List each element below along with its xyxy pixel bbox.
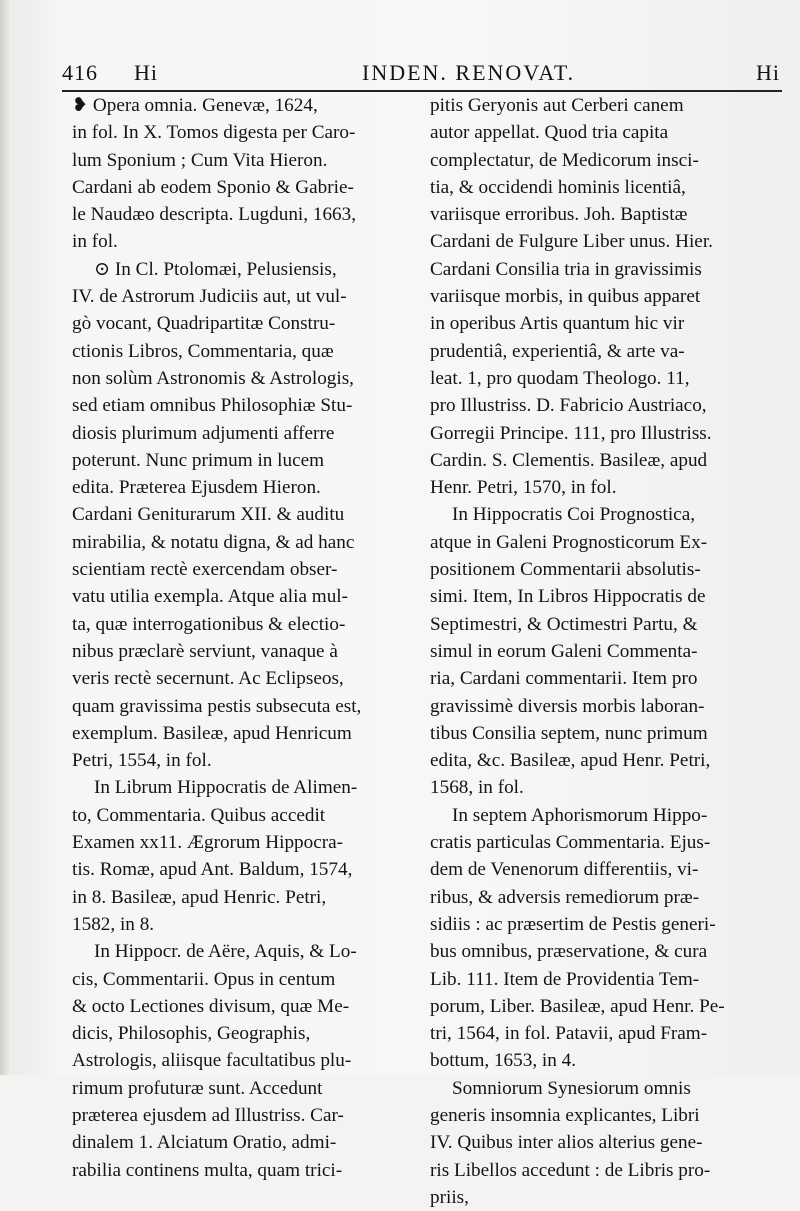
text-line: Petri, 1554, in fol.: [72, 750, 212, 772]
text-line: exemplum. Basileæ, apud Henricum: [72, 722, 352, 744]
text-line: edita, &c. Basileæ, apud Henr. Petri,: [430, 750, 711, 772]
text-line: priis,: [430, 1186, 469, 1208]
text-line: in fol. In X. Tomos digesta per Caro-: [72, 122, 356, 144]
text-line: vatu utilia exempla. Atque alia mul-: [72, 586, 349, 608]
text-line: cis, Commentarii. Opus in centum: [72, 968, 336, 990]
text-line: dem de Venenorum differentiis, vi-: [430, 859, 699, 881]
text-line: in 8. Basileæ, apud Henric. Petri,: [72, 886, 327, 908]
text-line: sed etiam omnibus Philosophiæ Stu-: [72, 395, 353, 417]
text-line: autor appellat. Quod tria capita: [430, 122, 669, 144]
text-line: Septimestri, & Octimestri Partu, &: [430, 613, 698, 635]
text-line: In Hippocratis Coi Prognostica,: [452, 504, 696, 526]
text-line: IV. de Astrorum Judiciis aut, ut vul-: [72, 286, 347, 308]
running-header: [62, 58, 782, 88]
page-number: 416: [62, 60, 98, 85]
text-line: lum Sponium ; Cum Vita Hieron.: [72, 149, 328, 171]
text-line: tia, & occidendi hominis licentiâ,: [430, 176, 686, 198]
text-line: mirabilia, & notatu digna, & ad hanc: [72, 531, 355, 553]
text-line: præterea ejusdem ad Illustriss. Car-: [72, 1104, 344, 1126]
text-line: simi. Item, In Libros Hippocratis de: [430, 586, 706, 608]
text-line: ribus, & adversis remediorum præ-: [430, 886, 700, 908]
text-line: complectatur, de Medicorum insci-: [430, 149, 699, 171]
text-line: In Hippocr. de Aëre, Aquis, & Lo-: [94, 941, 357, 963]
text-line: rabilia continens multa, quam trici-: [72, 1159, 343, 1181]
text-line: gò vocant, Quadripartitæ Constru-: [72, 313, 336, 335]
text-line: Cardani Geniturarum XII. & auditu: [72, 504, 345, 526]
text-line: Astrologis, aliisque facultatibus plu-: [72, 1050, 352, 1072]
text-line: & octo Lectiones divisum, quæ Me-: [72, 995, 350, 1017]
text-line: 1568, in fol.: [430, 777, 524, 799]
text-line: ctionis Libros, Commentaria, quæ: [72, 340, 334, 362]
heading-right: Hi: [756, 60, 780, 85]
text-line: edita. Præterea Ejusdem Hieron.: [72, 477, 321, 499]
page-gutter-shadow: [0, 0, 12, 1075]
text-line: diosis plurimum adjumenti afferre: [72, 422, 335, 444]
text-line: Cardin. S. Clementis. Basileæ, apud: [430, 449, 708, 471]
text-line: In septem Aphorismorum Hippo-: [452, 804, 708, 826]
heading-left: Hi: [134, 60, 158, 85]
text-line: tri, 1564, in fol. Patavii, apud Fram-: [430, 1023, 708, 1045]
text-line: positionem Commentarii absolutis-: [430, 559, 701, 581]
text-line: bottum, 1653, in 4.: [430, 1050, 577, 1072]
running-title: INDEN. RENOVAT.: [362, 60, 576, 85]
text-line: variisque morbis, in quibus apparet: [430, 286, 701, 308]
text-line: pitis Geryonis aut Cerberi canem: [430, 95, 684, 116]
text-line: prudentiâ, experientiâ, & arte va-: [430, 340, 685, 362]
text-line: gravissimè diversis morbis laboran-: [430, 695, 705, 717]
text-line: tis. Romæ, apud Ant. Baldum, 1574,: [72, 859, 353, 881]
text-line: ❥ Opera omnia. Genevæ, 1624,: [72, 95, 318, 116]
text-line: ta, quæ interrogationibus & electio-: [72, 613, 346, 635]
text-line: in fol.: [72, 231, 118, 253]
text-line: variisque erroribus. Joh. Baptistæ: [430, 204, 688, 226]
text-line: bus omnibus, præservatione, & cura: [430, 941, 708, 963]
text-line: le Naudæo descripta. Lugduni, 1663,: [72, 204, 357, 226]
text-line: Somniorum Synesiorum omnis: [452, 1077, 691, 1099]
text-line: IV. Quibus inter alios alterius gene-: [430, 1132, 703, 1154]
left-text-column: [72, 92, 420, 1184]
text-line: non solùm Astronomis & Astrologis,: [72, 367, 354, 389]
text-line: cratis particulas Commentaria. Ejus-: [430, 832, 711, 854]
text-line: Examen xx11. Ægrorum Hippocra-: [72, 832, 344, 854]
right-text-column: [430, 92, 778, 1211]
text-line: generis insomnia explicantes, Libri: [430, 1104, 700, 1126]
text-line: In Librum Hippocratis de Alimen-: [94, 777, 358, 799]
text-line: Cardani ab eodem Sponio & Gabrie-: [72, 176, 354, 198]
text-line: ris Libellos accedunt : de Libris pro-: [430, 1159, 711, 1181]
text-line: tibus Consilia septem, nunc primum: [430, 722, 708, 744]
text-line: dinalem 1. Alciatum Oratio, admi-: [72, 1132, 337, 1154]
text-line: sidiis : ac præsertim de Pestis generi-: [430, 913, 716, 935]
text-line: pro Illustriss. D. Fabricio Austriaco,: [430, 395, 707, 417]
text-line: Henr. Petri, 1570, in fol.: [430, 477, 617, 499]
text-line: ⊙ In Cl. Ptolomæi, Pelusiensis,: [94, 258, 337, 280]
text-line: leat. 1, pro quodam Theologo. 11,: [430, 367, 690, 389]
text-line: simul in eorum Galeni Commenta-: [430, 640, 698, 662]
text-line: poterunt. Nunc primum in lucem: [72, 449, 325, 471]
text-line: atque in Galeni Prognosticorum Ex-: [430, 531, 708, 553]
text-line: porum, Liber. Basileæ, apud Henr. Pe-: [430, 995, 725, 1017]
text-line: Lib. 111. Item de Providentia Tem-: [430, 968, 700, 990]
text-line: veris rectè secernunt. Ac Eclipseos,: [72, 668, 344, 690]
text-line: 1582, in 8.: [72, 913, 155, 935]
text-line: in operibus Artis quantum hic vir: [430, 313, 685, 335]
text-line: Cardani de Fulgure Liber unus. Hier.: [430, 231, 713, 253]
text-line: quam gravissima pestis subsecuta est,: [72, 695, 362, 717]
text-line: nibus præclarè serviunt, vanaque à: [72, 640, 338, 662]
text-line: Gorregii Principe. 111, pro Illustriss.: [430, 422, 712, 444]
text-line: dicis, Philosophis, Geographis,: [72, 1023, 311, 1045]
text-line: ria, Cardani commentarii. Item pro: [430, 668, 698, 690]
text-line: rimum profuturæ sunt. Accedunt: [72, 1077, 323, 1099]
text-line: to, Commentaria. Quibus accedit: [72, 804, 326, 826]
text-line: scientiam rectè exercendam obser-: [72, 559, 338, 581]
text-line: Cardani Consilia tria in gravissimis: [430, 258, 702, 280]
